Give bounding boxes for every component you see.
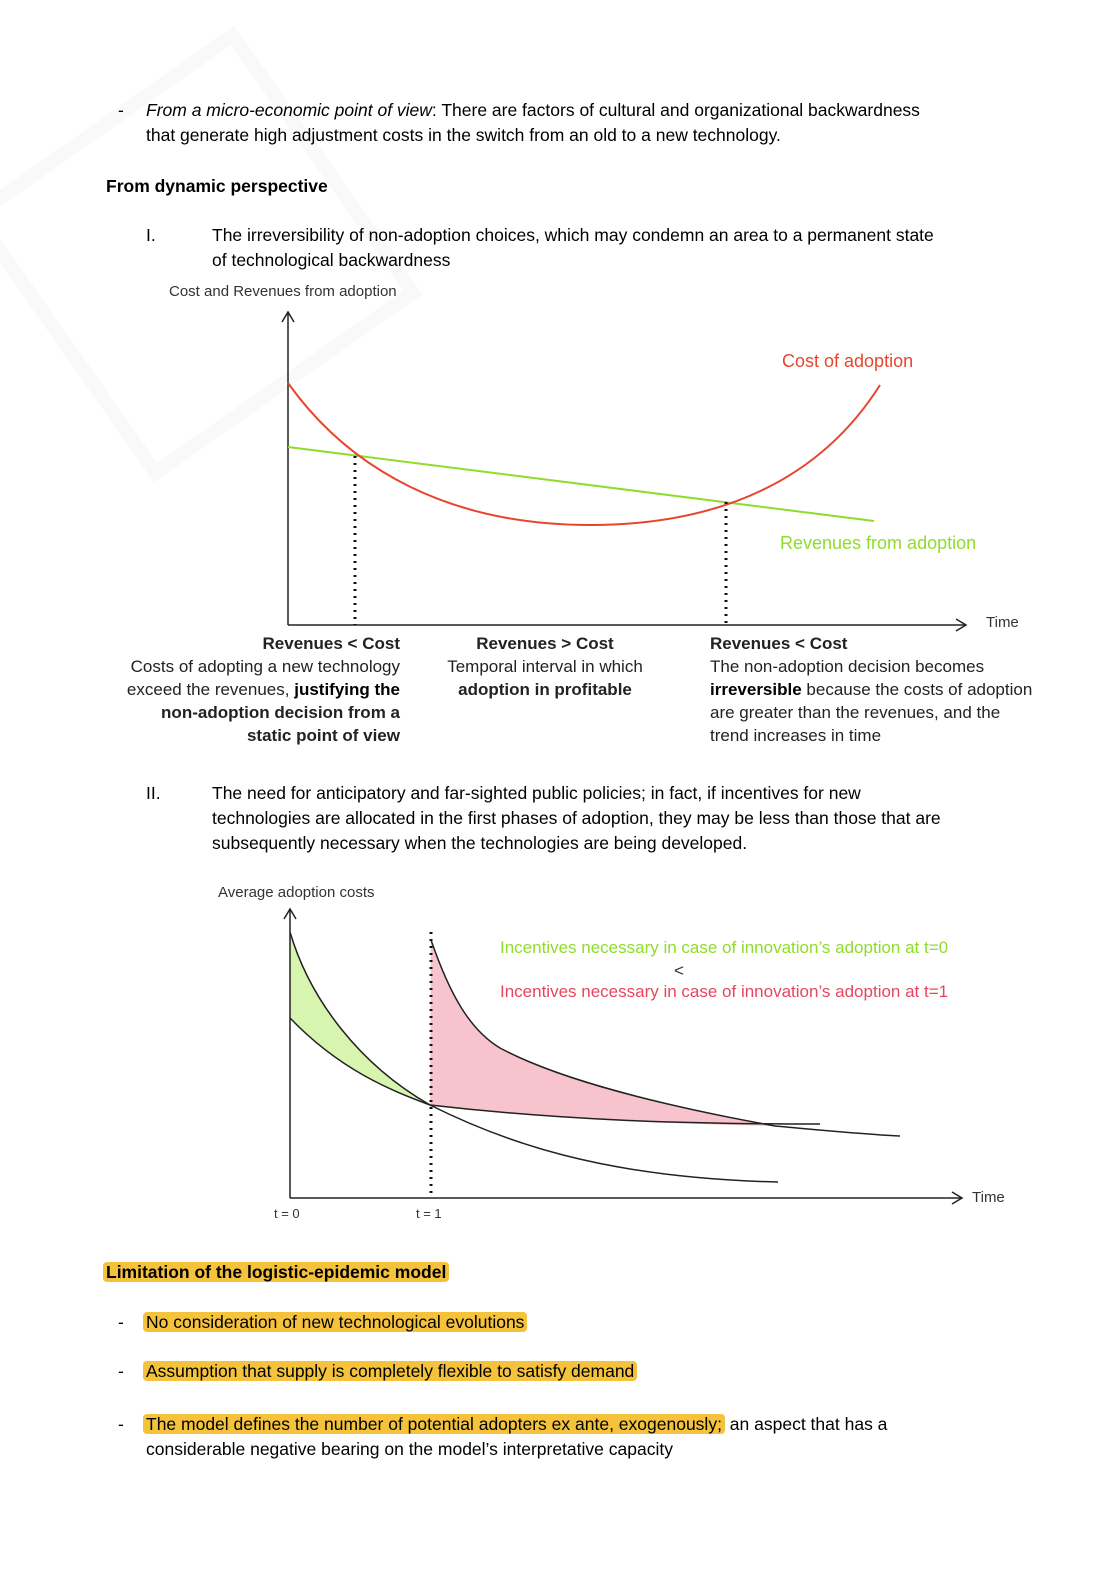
figure2-x-axis-label: Time (972, 1189, 1005, 1206)
intro-italic-lead: From a micro-economic point of view (146, 100, 432, 120)
figure1-zone-1 (60, 632, 400, 747)
limitation-3-line-2: considerable negative bearing on the model’s interpretative capacity (146, 1439, 673, 1459)
intro-line-2: that generate high adjustment costs in the switch from an old to a new technology. (146, 125, 781, 145)
limitation-1 (143, 1310, 527, 1335)
point-2-numeral: II. (146, 783, 161, 803)
intro-line-1-rest: : There are factors of cultural and organizational backwardness (431, 100, 920, 120)
figure1-zone-1-title: Revenues < Cost (262, 634, 400, 653)
figure2-y-axis-label: Average adoption costs (218, 884, 375, 901)
figure2-note-top: Incentives necessary in case of innovation’s adoption at t=0 (500, 938, 949, 957)
limitation-3-rest: an aspect that has a (724, 1414, 888, 1434)
limitation-3 (143, 1412, 1063, 1437)
figure2-note-bottom: Incentives necessary in case of innovation’s adoption at t=1 (500, 982, 949, 1001)
point-1-numeral: I. (146, 225, 156, 245)
limitation-3-dash: - (118, 1414, 124, 1434)
figure1-zone-3 (710, 632, 1090, 747)
figure1-zone-1-line-2 (60, 678, 400, 701)
point-2-line-1: The need for anticipatory and far-sighted public policies; in fact, if incentives for new (212, 783, 861, 803)
limitation-1-text: No consideration of new technological evolutions (143, 1312, 527, 1332)
limitation-2-text: Assumption that supply is completely flexible to satisfy demand (143, 1361, 637, 1381)
bullet-dash: - (118, 100, 124, 120)
point-1-line-2: of technological backwardness (212, 250, 451, 270)
figure1-zone-1-line-4: static point of view (246, 726, 400, 745)
figure1-zone-1-line-3: non-adoption decision from a (161, 703, 400, 722)
figure1-revenue-label: Revenues from adoption (780, 533, 977, 553)
figure1-zone-3-line-1: The non-adoption decision becomes (710, 657, 985, 676)
figure2-note-mid: < (674, 961, 684, 980)
figure1-zone-3-line-2 (710, 678, 1090, 701)
limitation-2-dash: - (118, 1361, 124, 1381)
figure1-zone-2-line-2: adoption in profitable (458, 680, 632, 699)
point-1-line-1: The irreversibility of non-adoption choices, which may condemn an area to a permanent state (212, 225, 934, 245)
figure1-zone-3-line-2-plain: because the costs of adoption (801, 680, 1033, 699)
figure2-green-area (290, 932, 430, 1105)
figure1-zone-1-line-2-plain: exceed the revenues, (126, 680, 290, 699)
point-2-line-3: subsequently necessary when the technologies are being developed. (212, 833, 748, 853)
figure1-zone-1-line-2-bold: justifying the (294, 680, 400, 699)
limitation-2 (143, 1359, 637, 1384)
figure2-t1-label: t = 1 (416, 1206, 442, 1221)
figure1-cost-label: Cost of adoption (782, 351, 914, 371)
figure1-cost-curve (288, 383, 880, 525)
limitation-1-dash: - (118, 1312, 124, 1332)
limitations-heading-text: Limitation of the logistic-epidemic model (103, 1262, 449, 1282)
figure1-zone-2-title: Revenues > Cost (476, 634, 614, 653)
figure1-zone-2 (420, 632, 670, 701)
figure1-zone-1-line-1: Costs of adopting a new technology (130, 657, 400, 676)
section-heading-dynamic: From dynamic perspective (106, 176, 328, 196)
limitations-heading (103, 1260, 449, 1285)
figure1-zone-3-line-2-bold: irreversible (710, 680, 802, 699)
figure1-revenue-line (288, 447, 874, 521)
figure1-zone-3-line-3: are greater than the revenues, and the (710, 703, 1001, 722)
figure1-zone-3-title: Revenues < Cost (710, 634, 848, 653)
point-2-line-2: technologies are allocated in the first phases of adoption, they may be less than those that are (212, 808, 941, 828)
limitation-3-highlight: The model defines the number of potential adopters ex ante, exogenously; (143, 1414, 725, 1434)
figure1-x-axis-label: Time (986, 614, 1019, 631)
figure1-zone-3-line-4: trend increases in time (710, 726, 882, 745)
figure2-chart (0, 880, 1116, 1230)
figure1-zone-2-line-1: Temporal interval in which (447, 657, 643, 676)
figure1-y-axis-label: Cost and Revenues from adoption (169, 283, 397, 300)
figure2-t0-label: t = 0 (274, 1206, 300, 1221)
